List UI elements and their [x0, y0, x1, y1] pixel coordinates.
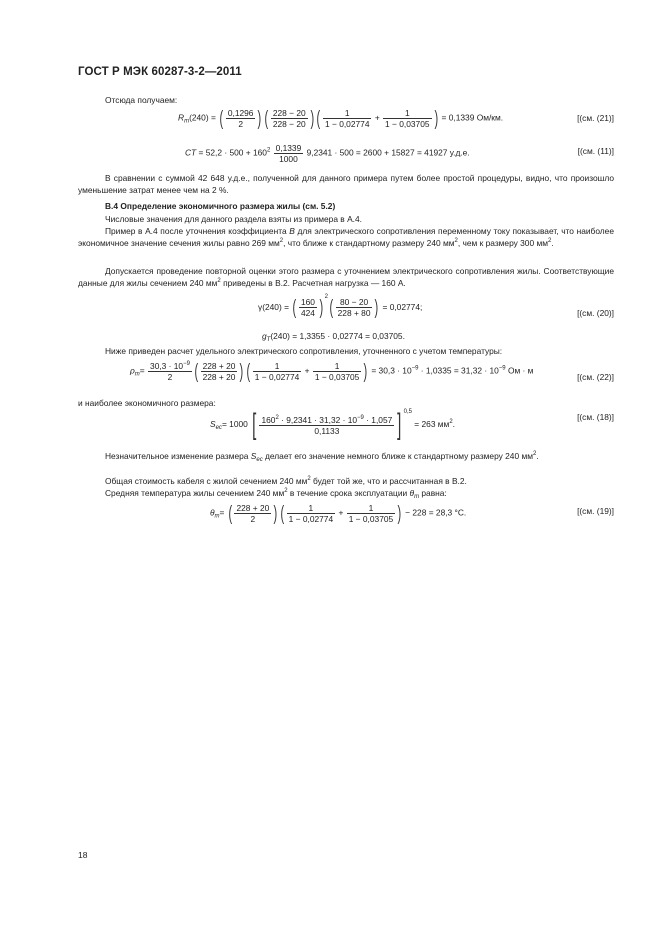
paragraph-example: Пример в А.4 после уточнения коэффициента B для электрического сопротивления переменному току показывает, что наиболее экономичное значение сечения жилы равно 269 $мм^2$, что ближе к стандартному размеру 240 $мм^2$, чем к размеру 300 $мм^2$.: [78, 226, 614, 248]
equation-rm: $R_m(240)$ = ( $\frac{0,1296}{2}$ ) ( $\frac{228 - 20}{228 - 20}$ ) ( $\frac{1}{1 - 0,02774}$ + $\frac{1}{1 - 0,03705}$ ) = 0,1339 Ом/км.: [178, 107, 504, 130]
paragraph-resistivity-intro: Ниже приведен расчет удельного электрического сопротивления, уточненного с учетом температуры:: [105, 346, 503, 356]
equation-ct: CT = $52,2 \cdot 500 + 160^2$ $\frac{0,1339}{1000}$ 9,2341 · 500 = 2600 + 15827 = 41927 у.д.е.: [185, 143, 470, 164]
paragraph-total-cost: Общая стоимость кабеля с жилой сечением 240 $мм^2$ будет той же, что и рассчитанная в В.2.: [105, 476, 467, 486]
equation-rho: $\rho_m=$ $\frac{30,3 \cdot 10^{-9}}{2}$ ( $\frac{228 + 20}{228 + 20}$ ) ( $\frac{1}{1 - 0,02774}$ + $\frac{1}{1 - 0,03705}$ ) = $30,3 \cdot 10^{-9} \cdot 1,0335 = 31,32 \cdot 10^{-9}$ Ом · м: [130, 360, 534, 383]
intro-text: Отсюда получаем:: [105, 95, 178, 105]
equation-ref-18: [(см. (18)]: [577, 412, 614, 422]
equation-ref-11: [(см. (11)]: [577, 146, 614, 156]
equation-ref-20: [(см. (20)]: [577, 308, 614, 318]
equation-gt: $g_T(240) = 1,3355 \cdot 0,02774 = 0,03705$.: [262, 331, 405, 343]
section-title: Определение экономичного размера жилы (см. 5.2): [120, 201, 336, 211]
section-number: В.4: [105, 201, 119, 211]
paragraph-comparison: В сравнении с суммой 42 648 у.д.е., полученной для данного примера путем более простой процедуры, видно, что произошло уменьшение затрат менее чем на 2 %.: [78, 173, 614, 195]
equation-ref-22: [(см. (22)]: [577, 372, 614, 382]
paragraph-reassessment: Допускается проведение повторной оценки этого размера с уточнением электрического сопротивления жилы. Соответствующие данные для жилы сечением 240 $мм^2$ приведены в В.2. Расчетная нагрузка — 160 А.: [78, 266, 614, 288]
equation-gamma: γ(240) = ( $\frac{160}{424}$ ) $^2$( $\frac{80 - 20}{228 + 80}$ ) = 0,02774;: [258, 294, 423, 319]
equation-sec: $S_{ec}= 1000$ [ $\frac{160^2 \cdot 9,2341 \cdot 31,32 \cdot 10^{-9} \cdot 1,057}{0,1133}$ ] $^{0,5}$ = 263 $мм^2$.: [210, 408, 455, 441]
page-number: 18: [78, 850, 88, 860]
document-header: ГОСТ Р МЭК 60287-3-2—2011: [78, 66, 242, 78]
paragraph-source: Числовые значения для данного раздела взяты из примера в А.4.: [105, 214, 362, 224]
paragraph-economic-size: и наиболее экономичного размера:: [78, 398, 216, 408]
paragraph-temperature: Средняя температура жилы сечением 240 $мм^2$ в течение срока эксплуатации $\theta_m$ равна:: [105, 488, 447, 500]
section-heading: [105, 201, 335, 213]
equation-ref-21: [(см. (21)]: [577, 113, 614, 123]
equation-ref-19: [(см. (19)]: [577, 506, 614, 516]
equation-theta: $\theta_m=$ ( $\frac{228 + 20}{2}$ ) ( $\frac{1}{1 - 0,02774}$ + $\frac{1}{1 - 0,03705}$ ) − 228 = 28,3 °С.: [210, 502, 467, 525]
paragraph-size-change: Незначительное изменение размера $S_{ec}$ делает его значение немного ближе к стандартному размеру 240 $мм^2$.: [105, 451, 539, 463]
